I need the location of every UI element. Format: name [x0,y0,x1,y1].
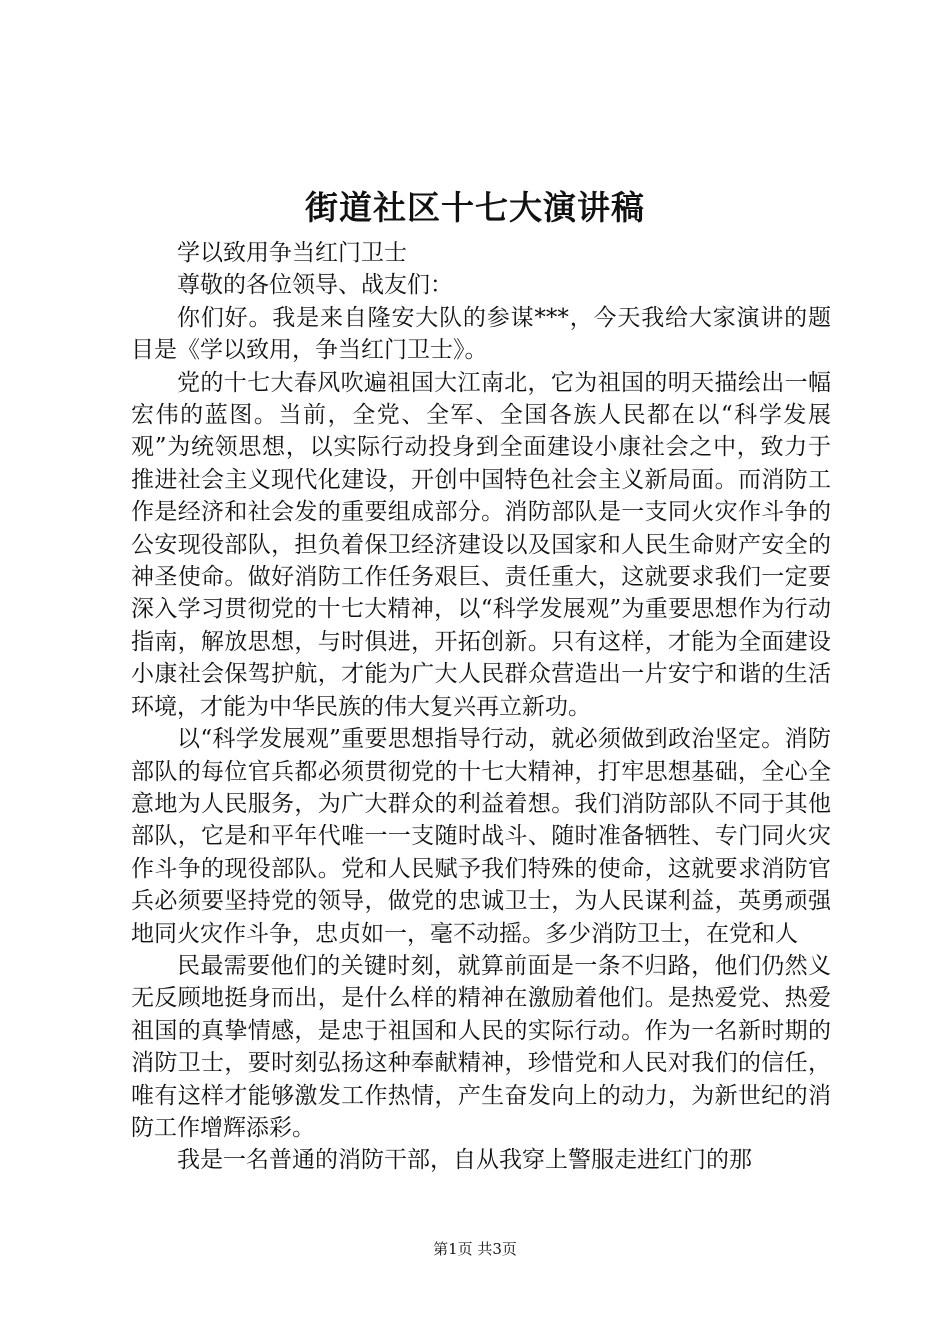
document-body [131,237,831,1177]
paragraph: 党的十七大春风吹遍祖国大江南北，它为祖国的明天描绘出一幅宏伟的蓝图。当前，全党、全军、全国各族人民都在以“科学发展观”为统领思想，以实际行动投身到全面建设小康社会之中，致力于推进社会主义现代化建设，开创中国特色社会主义新局面。而消防工作是经济和社会发的重要组成部分。消防部队是一支同火灾作斗争的公安现役部队，担负着保卫经济建设以及国家和人民生命财产安全的神圣使命。做好消防工作任务艰巨、责任重大，这就要求我们一定要深入学习贯彻党的十七大精神，以“科学发展观”为重要思想作为行动指南，解放思想，与时俱进，开拓创新。只有这样，才能为全面建设小康社会保驾护航，才能为广大人民群众营造出一片安宁和谐的生活环境，才能为中华民族的伟大复兴再立新功。 [131,369,831,720]
paragraph: 你们好。我是来自隆安大队的参谋***，今天我给大家演讲的题目是《学以致用，争当红门卫士》。 [131,304,831,364]
speech-subtitle: 学以致用争当红门卫士 [177,240,407,266]
paragraph: 我是一名普通的消防干部，自从我穿上警服走进红门的那 [177,1147,752,1174]
page-number: 第1页 共3页 [433,1240,517,1258]
paragraph: 民最需要他们的关键时刻，就算前面是一条不归路，他们仍然义无反顾地挺身而出，是什么样的精神在激励着他们。是热爱党、热爱祖国的真挚情感，是忠于祖国和人民的实际行动。作为一名新时期的消防卫士，要时刻弘扬这种奉献精神，珍惜党和人民对我们的信任，唯有这样才能够激发工作热情，产生奋发向上的动力，为新世纪的消防工作增辉添彩。 [131,952,831,1141]
document-title: 街道社区十七大演讲稿 [305,188,645,227]
salutation: 尊敬的各位领导、战友们： [177,272,453,299]
paragraph: 以“科学发展观”重要思想指导行动，就必须做到政治坚定。消防部队的每位官兵都必须贯彻党的十七大精神，打牢思想基础，全心全意地为人民服务，为广大群众的利益着想。我们消防部队不同于其他部队，它是和平年代唯一一支随时战斗、随时准备牺牲、专门同火灾作斗争的现役部队。党和人民赋予我们特殊的使命，这就要求消防官兵必须要坚持党的领导，做党的忠诚卫士，为人民谋利益，英勇顽强地同火灾作斗争，忠贞如一，毫不动摇。多少消防卫士，在党和人 [131,726,831,947]
